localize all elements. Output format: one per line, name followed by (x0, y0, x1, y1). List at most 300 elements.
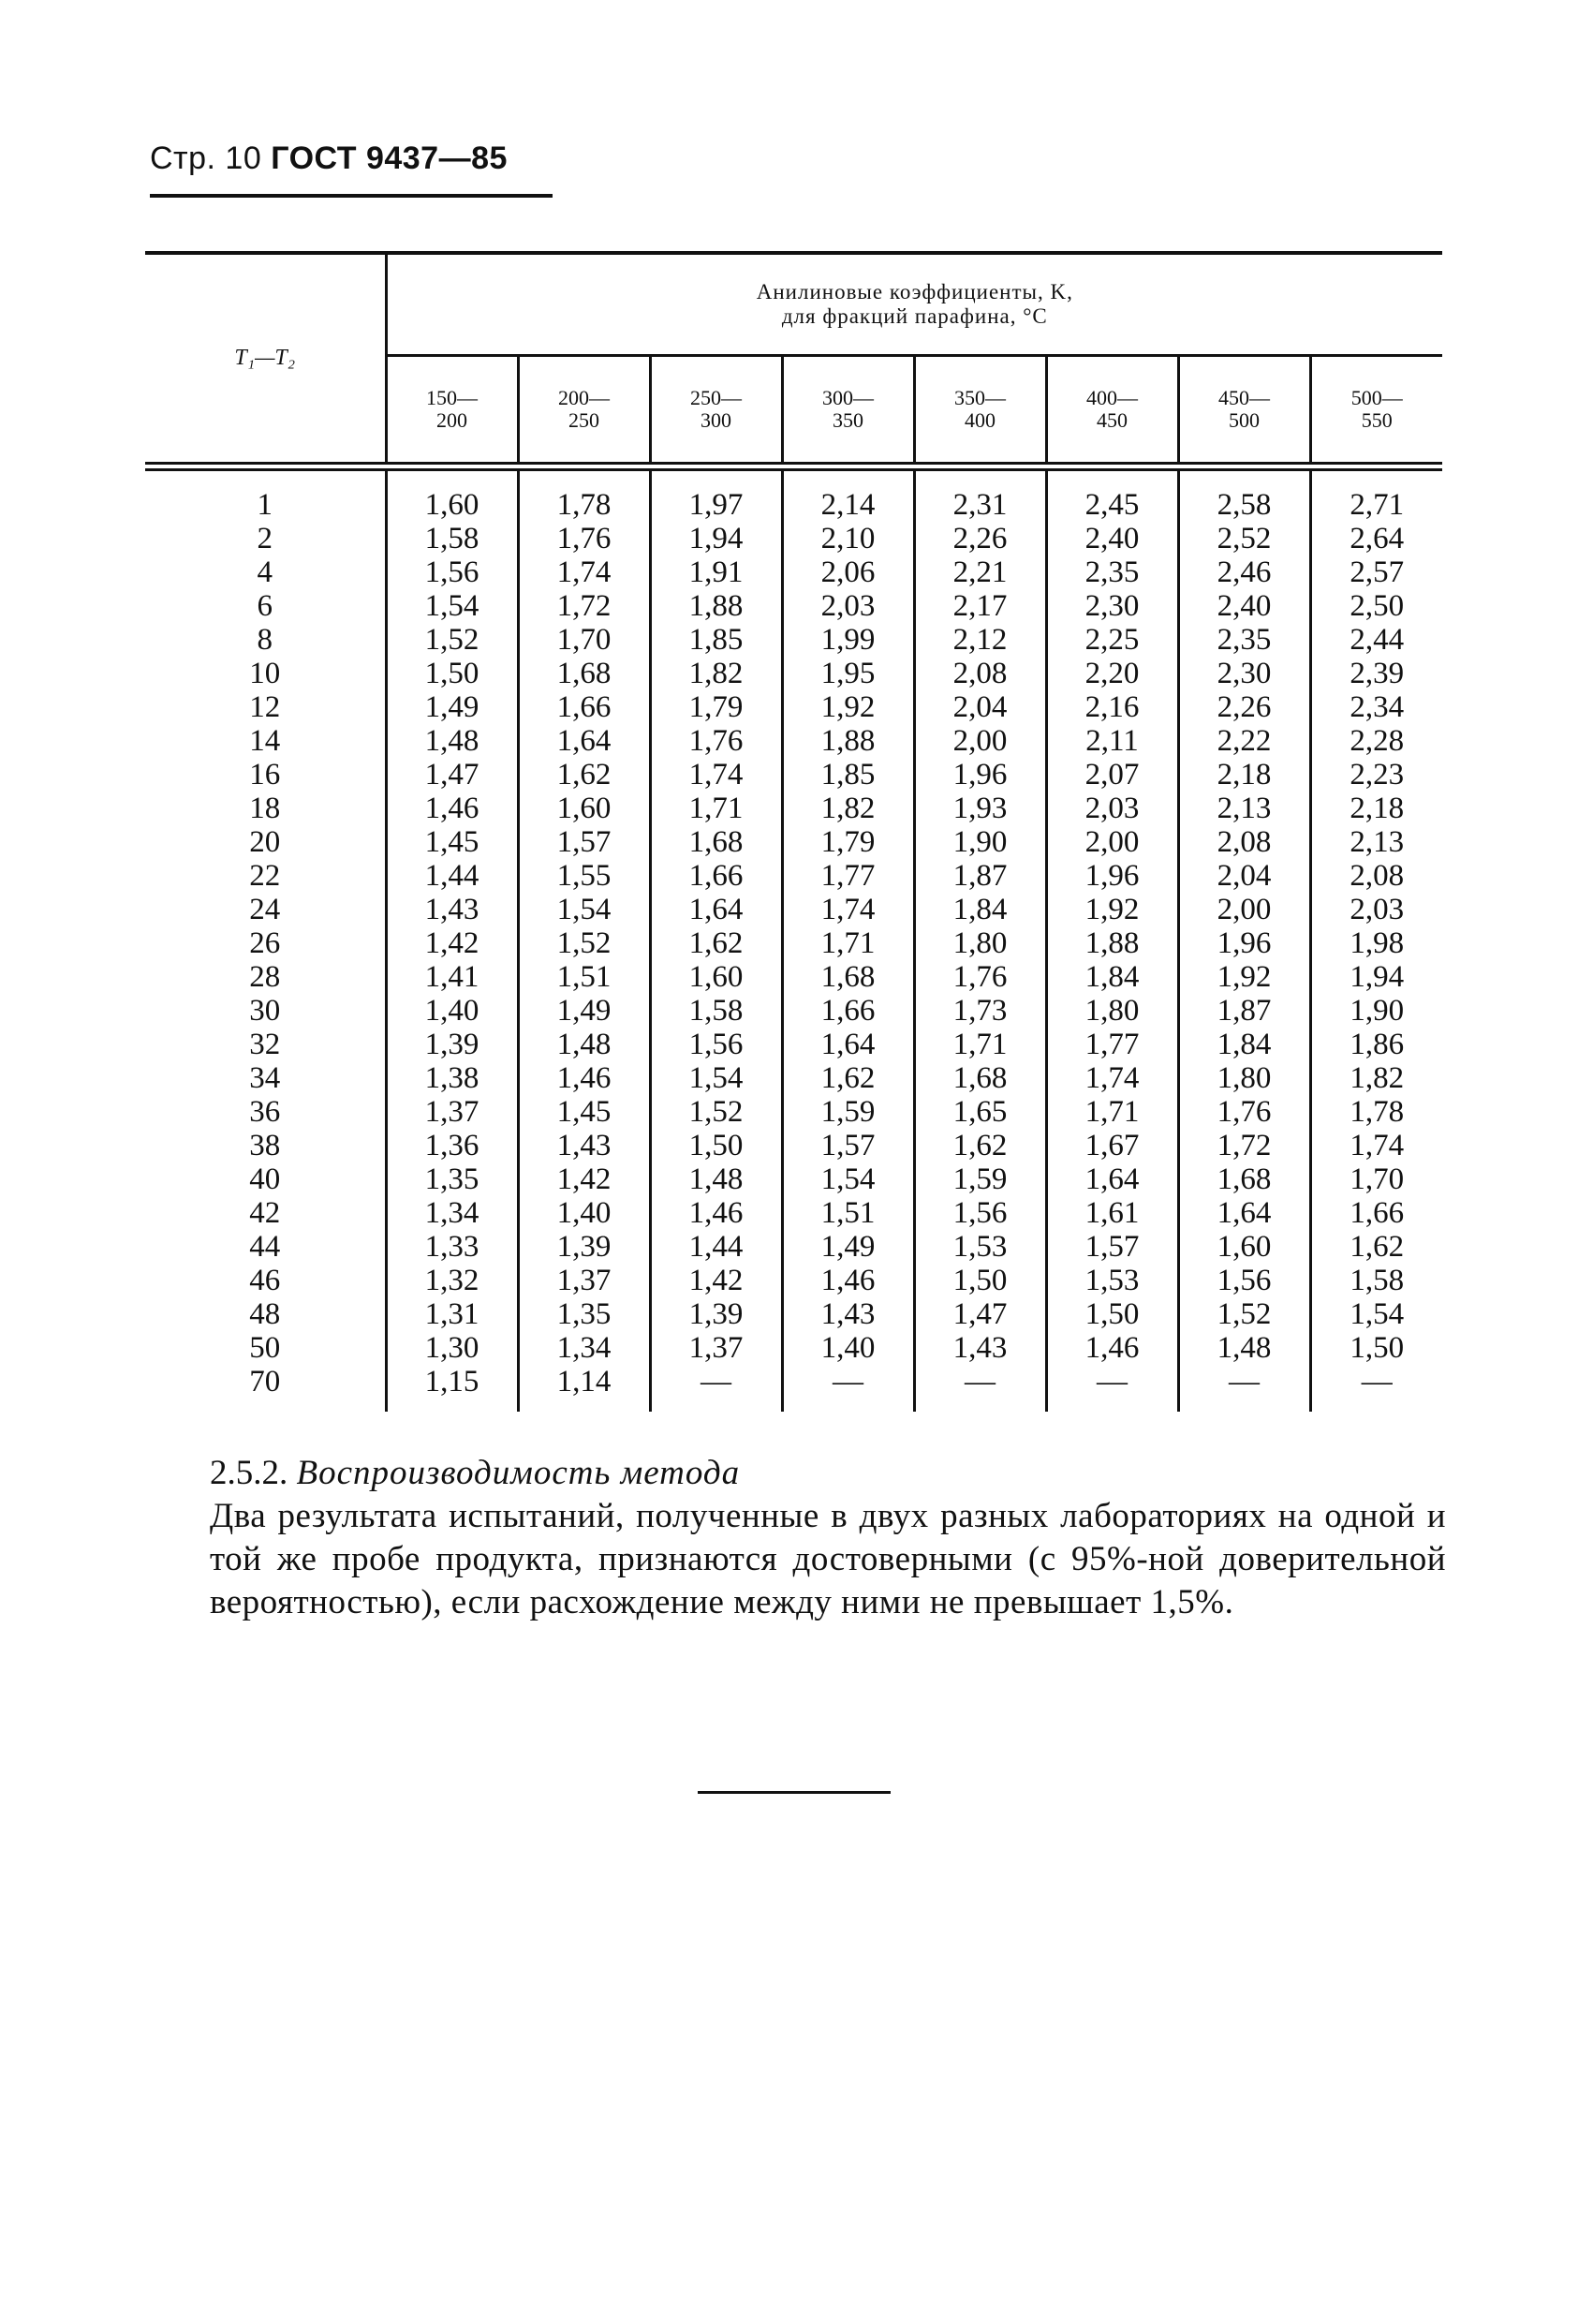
coefficient-cell: 1,62 (650, 926, 782, 960)
coefficient-cell: 2,58 (1178, 470, 1310, 523)
table-row (145, 825, 1442, 859)
coefficient-cell: 2,07 (1046, 758, 1178, 792)
coefficient-cell: 1,54 (386, 589, 518, 623)
coefficient-cell: 1,54 (782, 1162, 914, 1196)
coefficient-cell: 1,68 (914, 1061, 1046, 1095)
coefficient-cell: 2,26 (1178, 690, 1310, 724)
coefficient-cell: 1,37 (518, 1264, 650, 1297)
coefficient-cell: 1,57 (518, 825, 650, 859)
coefficient-cell: 1,82 (1310, 1061, 1442, 1095)
coefficient-cell: 1,48 (1178, 1331, 1310, 1365)
coefficient-cell: 1,41 (386, 960, 518, 994)
table-row (145, 1028, 1442, 1061)
table-row (145, 960, 1442, 994)
column-header-bottom: 200 (436, 408, 467, 432)
coefficient-cell: 1,62 (1310, 1230, 1442, 1264)
temperature-diff-cell: 2 (257, 522, 273, 555)
temperature-diff-cell: 26 (249, 926, 281, 960)
table-row (145, 724, 1442, 758)
coefficient-cell: 1,66 (650, 859, 782, 893)
table-row (145, 1162, 1442, 1196)
coefficient-cell: 1,37 (650, 1331, 782, 1365)
table-row (145, 1095, 1442, 1129)
coefficient-cell: 1,72 (1178, 1129, 1310, 1162)
column-header-top: 400— (1086, 386, 1138, 409)
coefficient-cell: 1,90 (914, 825, 1046, 859)
coefficient-cell: 1,54 (650, 1061, 782, 1095)
coefficient-cell: 2,45 (1046, 470, 1178, 523)
coefficient-cell: 1,15 (386, 1365, 518, 1412)
coefficient-cell: 1,99 (782, 623, 914, 657)
coefficient-cell: 1,62 (782, 1061, 914, 1095)
table-row (145, 690, 1442, 724)
coefficient-cell: 1,39 (650, 1297, 782, 1331)
coefficient-cell: 1,88 (1046, 926, 1178, 960)
coefficient-cell: 1,78 (1310, 1095, 1442, 1129)
coefficient-cell: — (1178, 1365, 1310, 1412)
coefficient-cell: 2,28 (1310, 724, 1442, 758)
coefficient-cell: 1,52 (650, 1095, 782, 1129)
coefficient-cell: 2,26 (914, 522, 1046, 555)
coefficient-cell: 1,50 (386, 657, 518, 690)
section-title (210, 1452, 1446, 1495)
temperature-diff-cell: 1 (257, 488, 273, 522)
coefficient-cell: 2,06 (782, 555, 914, 589)
table-row (145, 1264, 1442, 1297)
coefficient-cell: 2,11 (1046, 724, 1178, 758)
table-row (145, 657, 1442, 690)
table-row (145, 1365, 1442, 1412)
table-row (145, 555, 1442, 589)
coefficient-cell: 1,87 (1178, 994, 1310, 1028)
coefficient-cell: 1,71 (1046, 1095, 1178, 1129)
temperature-diff-cell: 6 (257, 589, 273, 623)
coefficient-cell: 1,48 (518, 1028, 650, 1061)
coefficient-cell: 1,46 (386, 792, 518, 825)
coefficient-cell: 2,35 (1046, 555, 1178, 589)
coefficient-cell: 1,43 (782, 1297, 914, 1331)
coefficient-cell: 1,85 (782, 758, 914, 792)
coefficient-cell: 1,84 (1178, 1028, 1310, 1061)
column-header-top: 250— (690, 386, 742, 409)
table-row (145, 1196, 1442, 1230)
column-header-bottom: 450 (1097, 408, 1128, 432)
coefficient-cell: 1,64 (1178, 1196, 1310, 1230)
coefficient-cell: 1,68 (650, 825, 782, 859)
coefficient-cell: 1,76 (914, 960, 1046, 994)
group-header (386, 253, 1442, 356)
table-row (145, 994, 1442, 1028)
temperature-diff-cell: 4 (257, 555, 273, 589)
coefficient-cell: — (914, 1365, 1046, 1412)
column-header-bottom: 250 (568, 408, 599, 432)
coefficient-cell: 1,67 (1046, 1129, 1178, 1162)
section-name: Воспроизводимость метода (296, 1454, 741, 1492)
section-2-5-2 (210, 1452, 1446, 1624)
coefficient-cell: 1,56 (1178, 1264, 1310, 1297)
coefficient-cell: 1,68 (1178, 1162, 1310, 1196)
coefficient-cell: 1,70 (518, 623, 650, 657)
coefficient-cell: 1,44 (386, 859, 518, 893)
coefficient-cell: 1,60 (1178, 1230, 1310, 1264)
column-header (914, 356, 1046, 464)
table-row (145, 1129, 1442, 1162)
coefficient-cell: 2,71 (1310, 470, 1442, 523)
coefficient-cell: 1,40 (386, 994, 518, 1028)
coefficient-cell: 2,18 (1310, 792, 1442, 825)
coefficient-cell: 1,79 (650, 690, 782, 724)
temperature-diff-cell: 30 (249, 994, 281, 1028)
coefficient-cell: 1,52 (386, 623, 518, 657)
coefficient-cell: 1,76 (650, 724, 782, 758)
column-header (1178, 356, 1310, 464)
temperature-diff-cell: 44 (249, 1230, 281, 1264)
coefficient-cell: 1,68 (782, 960, 914, 994)
coefficient-cell: 1,50 (1310, 1331, 1442, 1365)
coefficient-cell: 1,49 (386, 690, 518, 724)
coefficient-cell: 1,86 (1310, 1028, 1442, 1061)
coefficient-cell: 1,70 (1310, 1162, 1442, 1196)
coefficient-cell: 1,46 (1046, 1331, 1178, 1365)
coefficient-cell: 1,97 (650, 470, 782, 523)
coefficient-cell: 1,74 (650, 758, 782, 792)
temperature-diff-cell: 46 (249, 1264, 281, 1297)
coefficient-cell: 2,03 (1310, 893, 1442, 926)
column-header-bottom: 550 (1361, 408, 1393, 432)
coefficient-cell: 1,96 (914, 758, 1046, 792)
coefficient-cell: 2,25 (1046, 623, 1178, 657)
group-header-line-1: Анилиновые коэффициенты, K, (756, 280, 1073, 303)
coefficient-cell: 1,80 (1178, 1061, 1310, 1095)
coefficient-cell: 1,53 (1046, 1264, 1178, 1297)
coefficient-cell: 2,18 (1178, 758, 1310, 792)
coefficient-cell: 2,04 (1178, 859, 1310, 893)
coefficient-cell: 1,74 (782, 893, 914, 926)
table-row (145, 470, 1442, 523)
coefficient-cell: 1,96 (1046, 859, 1178, 893)
coefficient-cell: — (1046, 1365, 1178, 1412)
coefficient-cell: 2,14 (782, 470, 914, 523)
temperature-diff-cell: 40 (249, 1162, 281, 1196)
coefficient-cell: 1,46 (518, 1061, 650, 1095)
coefficient-cell: 1,94 (1310, 960, 1442, 994)
coefficient-cell: 1,14 (518, 1365, 650, 1412)
table-row (145, 893, 1442, 926)
coefficient-cell: 2,20 (1046, 657, 1178, 690)
coefficient-cell: 1,37 (386, 1095, 518, 1129)
coefficient-cell: 2,44 (1310, 623, 1442, 657)
coefficient-cell: 1,95 (782, 657, 914, 690)
coefficient-cell: — (782, 1365, 914, 1412)
coefficient-cell: 1,48 (386, 724, 518, 758)
temperature-diff-cell: 14 (249, 724, 281, 758)
column-header (1046, 356, 1178, 464)
coefficient-cell: 1,64 (650, 893, 782, 926)
coefficient-cell: 1,50 (914, 1264, 1046, 1297)
coefficient-cell: 1,60 (386, 470, 518, 523)
coefficient-cell: 1,74 (1046, 1061, 1178, 1095)
header-rule (150, 194, 553, 198)
coefficient-cell: 1,55 (518, 859, 650, 893)
coefficient-cell: 1,74 (1310, 1129, 1442, 1162)
coefficient-cell: 1,42 (386, 926, 518, 960)
coefficient-cell: 1,35 (518, 1297, 650, 1331)
coefficient-cell: 1,33 (386, 1230, 518, 1264)
coefficient-cell: 1,60 (518, 792, 650, 825)
table-row (145, 1061, 1442, 1095)
coefficient-cell: 1,64 (1046, 1162, 1178, 1196)
coefficient-cell: 2,35 (1178, 623, 1310, 657)
coefficient-cell: 1,96 (1178, 926, 1310, 960)
coefficient-cell: 1,40 (518, 1196, 650, 1230)
coefficient-cell: 1,71 (650, 792, 782, 825)
temperature-diff-cell: 42 (249, 1196, 281, 1230)
table-row (145, 623, 1442, 657)
coefficient-cell: 1,91 (650, 555, 782, 589)
coefficient-cell: 2,21 (914, 555, 1046, 589)
temperature-diff-cell: 70 (249, 1365, 281, 1399)
coefficient-cell: 1,84 (914, 893, 1046, 926)
coefficient-cell: 1,59 (914, 1162, 1046, 1196)
group-header-line-2: для фракций парафина, °С (781, 304, 1048, 328)
column-header-top: 200— (558, 386, 610, 409)
coefficient-cell: 2,00 (1178, 893, 1310, 926)
coefficient-cell: 1,79 (782, 825, 914, 859)
coefficient-cell: 1,92 (782, 690, 914, 724)
coefficient-cell: 2,31 (914, 470, 1046, 523)
coefficient-cell: 2,00 (1046, 825, 1178, 859)
coefficient-cell: 2,13 (1178, 792, 1310, 825)
coefficient-cell: 1,64 (782, 1028, 914, 1061)
coefficient-cell: 1,93 (914, 792, 1046, 825)
coefficient-cell: 1,39 (386, 1028, 518, 1061)
table-row (145, 589, 1442, 623)
temperature-diff-cell: 18 (249, 792, 281, 825)
coefficient-cell: 1,36 (386, 1129, 518, 1162)
page-header (150, 141, 553, 177)
section-number: 2.5.2. (210, 1454, 288, 1492)
coefficient-cell: 1,38 (386, 1061, 518, 1095)
coefficient-cell: 2,22 (1178, 724, 1310, 758)
coefficient-cell: 1,85 (650, 623, 782, 657)
coefficient-cell: 1,34 (386, 1196, 518, 1230)
column-header-top: 350— (954, 386, 1006, 409)
coefficient-cell: 1,57 (1046, 1230, 1178, 1264)
coefficient-cell: 1,98 (1310, 926, 1442, 960)
coefficient-cell: 1,90 (1310, 994, 1442, 1028)
column-header (386, 356, 518, 464)
coefficient-cell: 2,64 (1310, 522, 1442, 555)
coefficient-cell: 1,51 (518, 960, 650, 994)
table-row (145, 859, 1442, 893)
coefficient-cell: 2,46 (1178, 555, 1310, 589)
column-header (1310, 356, 1442, 464)
coefficient-cell: 1,80 (1046, 994, 1178, 1028)
coefficient-cell: 2,30 (1046, 589, 1178, 623)
coefficient-cell: 1,43 (386, 893, 518, 926)
coefficient-cell: 1,43 (914, 1331, 1046, 1365)
temperature-diff-cell: 48 (249, 1297, 281, 1331)
coefficient-cell: 1,35 (386, 1162, 518, 1196)
row-header: T₁—T₂ (145, 253, 386, 464)
temperature-diff-cell: 24 (249, 893, 281, 926)
coefficient-cell: 2,30 (1178, 657, 1310, 690)
coefficient-cell: 1,76 (518, 522, 650, 555)
coefficient-cell: 1,53 (914, 1230, 1046, 1264)
coefficient-cell: 1,71 (914, 1028, 1046, 1061)
coefficient-cell: 2,10 (782, 522, 914, 555)
coefficient-cell: 1,45 (518, 1095, 650, 1129)
coefficient-cell: 2,13 (1310, 825, 1442, 859)
coefficient-cell: 1,80 (914, 926, 1046, 960)
temperature-diff-cell: 8 (257, 623, 273, 657)
coefficient-cell: 1,78 (518, 470, 650, 523)
coefficient-cell: 2,17 (914, 589, 1046, 623)
column-header-top: 150— (426, 386, 478, 409)
column-header-top: 450— (1218, 386, 1270, 409)
coefficient-cell: 2,16 (1046, 690, 1178, 724)
coefficient-cell: 1,71 (782, 926, 914, 960)
coefficient-cell: 1,87 (914, 859, 1046, 893)
column-header (518, 356, 650, 464)
coefficient-cell: 1,64 (518, 724, 650, 758)
table-row (145, 1230, 1442, 1264)
coefficient-cell: 1,72 (518, 589, 650, 623)
table-row (145, 1331, 1442, 1365)
coefficient-cell: 1,49 (782, 1230, 914, 1264)
temperature-diff-cell: 34 (249, 1061, 281, 1095)
header-separator (145, 464, 1442, 470)
coefficient-cell: 1,66 (518, 690, 650, 724)
coefficient-cell: 1,84 (1046, 960, 1178, 994)
coefficient-cell: 1,88 (650, 589, 782, 623)
coefficient-cell: 1,43 (518, 1129, 650, 1162)
coefficient-cell: 1,56 (914, 1196, 1046, 1230)
coefficient-cell: 2,03 (782, 589, 914, 623)
coefficient-cell: 1,47 (914, 1297, 1046, 1331)
coefficient-cell: 1,58 (386, 522, 518, 555)
column-header-bottom: 300 (701, 408, 731, 432)
temperature-diff-cell: 28 (249, 960, 281, 994)
section-body: Два результата испытаний, полученные в двух разных лабораториях на одной и той же пробе продукта, признаются достоверными (с 95%-ной доверительной вероятностью), если расхождение между ними не превышает 1,5%. (210, 1497, 1446, 1621)
coefficient-cell: 1,82 (650, 657, 782, 690)
coefficient-cell: 1,54 (1310, 1297, 1442, 1331)
coefficient-cell: 1,77 (1046, 1028, 1178, 1061)
column-header-bottom: 400 (965, 408, 996, 432)
column-header-top: 500— (1350, 386, 1403, 409)
coefficient-cell: 1,46 (782, 1264, 914, 1297)
coefficient-cell: 1,52 (518, 926, 650, 960)
coefficient-cell: 1,62 (518, 758, 650, 792)
table-row (145, 1297, 1442, 1331)
temperature-diff-cell: 36 (249, 1095, 281, 1129)
coefficient-cell: 2,34 (1310, 690, 1442, 724)
page-number: Стр. 10 (150, 141, 262, 176)
coefficient-cell: 1,76 (1178, 1095, 1310, 1129)
coefficient-cell: 1,51 (782, 1196, 914, 1230)
coefficient-cell: 1,50 (650, 1129, 782, 1162)
coefficient-cell: 1,46 (650, 1196, 782, 1230)
coefficient-cell: 2,08 (914, 657, 1046, 690)
table-row (145, 926, 1442, 960)
coefficient-cell: 1,61 (1046, 1196, 1178, 1230)
end-rule (698, 1791, 891, 1794)
coefficient-cell: 2,40 (1046, 522, 1178, 555)
table-row (145, 758, 1442, 792)
coefficient-cell: 1,56 (386, 555, 518, 589)
coefficient-cell: 1,58 (650, 994, 782, 1028)
coefficient-cell: 2,57 (1310, 555, 1442, 589)
column-header-bottom: 500 (1229, 408, 1260, 432)
coefficient-cell: — (1310, 1365, 1442, 1412)
coefficient-cell: 2,03 (1046, 792, 1178, 825)
coefficient-cell: 1,62 (914, 1129, 1046, 1162)
coefficient-cell: 1,82 (782, 792, 914, 825)
temperature-diff-cell: 12 (249, 690, 281, 724)
column-header-top: 300— (822, 386, 874, 409)
coefficient-cell: 1,34 (518, 1331, 650, 1365)
coefficient-cell: 2,23 (1310, 758, 1442, 792)
coefficient-cell: 1,92 (1046, 893, 1178, 926)
table-row (145, 792, 1442, 825)
coefficient-cell: 1,57 (782, 1129, 914, 1162)
temperature-diff-cell: 32 (249, 1028, 281, 1061)
table-row (145, 522, 1442, 555)
coefficient-cell: 2,50 (1310, 589, 1442, 623)
coefficient-cell: 1,65 (914, 1095, 1046, 1129)
coefficient-cell: 1,52 (1178, 1297, 1310, 1331)
coefficient-cell: 2,52 (1178, 522, 1310, 555)
table-body (145, 470, 1442, 1413)
coefficient-cell: 1,68 (518, 657, 650, 690)
coefficient-cell: 1,30 (386, 1331, 518, 1365)
coefficient-cell: 1,77 (782, 859, 914, 893)
coefficient-cell: 1,94 (650, 522, 782, 555)
coefficient-cell: 2,08 (1310, 859, 1442, 893)
coefficient-cell: 1,31 (386, 1297, 518, 1331)
coefficient-cell: 1,92 (1178, 960, 1310, 994)
coefficient-cell: 1,54 (518, 893, 650, 926)
coefficient-cell: 1,49 (518, 994, 650, 1028)
column-header (650, 356, 782, 464)
temperature-diff-cell: 50 (249, 1331, 281, 1365)
coefficient-cell: 1,32 (386, 1264, 518, 1297)
coefficient-cell: 1,44 (650, 1230, 782, 1264)
coefficient-cell: 1,66 (782, 994, 914, 1028)
coefficient-cell: 1,88 (782, 724, 914, 758)
coefficient-cell: 2,39 (1310, 657, 1442, 690)
coefficient-cell: 1,59 (782, 1095, 914, 1129)
standard-number: ГОСТ 9437—85 (271, 141, 508, 176)
coefficient-cell: 1,42 (650, 1264, 782, 1297)
coefficient-cell: — (650, 1365, 782, 1412)
coefficient-cell: 1,58 (1310, 1264, 1442, 1297)
temperature-diff-cell: 38 (249, 1129, 281, 1162)
coefficient-cell: 2,04 (914, 690, 1046, 724)
temperature-diff-cell: 20 (249, 825, 281, 859)
coefficient-cell: 1,39 (518, 1230, 650, 1264)
coefficient-cell: 1,48 (650, 1162, 782, 1196)
coefficient-cell: 1,60 (650, 960, 782, 994)
column-header (782, 356, 914, 464)
coefficient-cell: 1,73 (914, 994, 1046, 1028)
temperature-diff-cell: 10 (249, 657, 281, 690)
coefficient-cell: 2,12 (914, 623, 1046, 657)
coefficient-cell: 2,00 (914, 724, 1046, 758)
coefficient-cell: 1,50 (1046, 1297, 1178, 1331)
coefficient-cell: 2,40 (1178, 589, 1310, 623)
coefficient-cell: 1,42 (518, 1162, 650, 1196)
